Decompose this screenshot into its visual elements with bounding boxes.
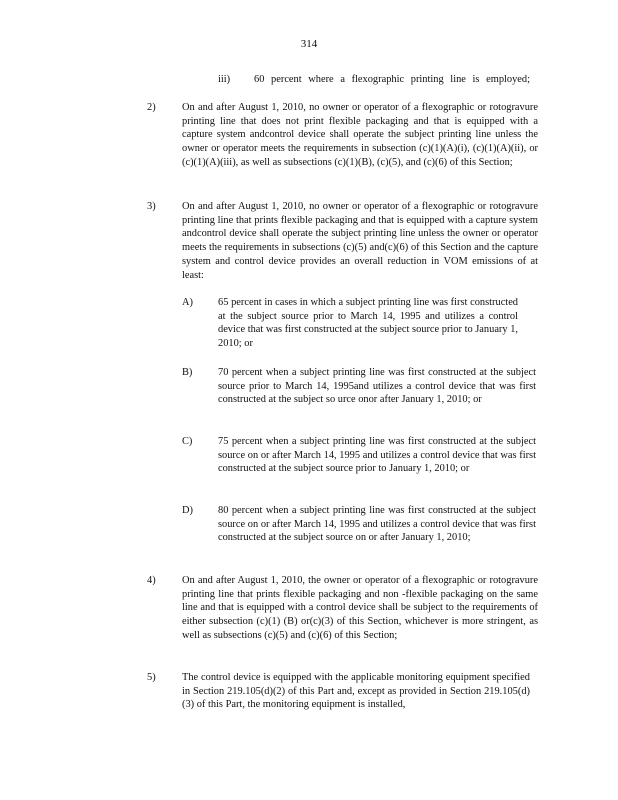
item-2-label: 2): [147, 102, 156, 113]
item-4-text: On and after August 1, 2010, the owner or operator of a flexographic or rotogravure printing line that prints flexible packaging and non -flexible packaging on the same line and that is equipped with a control device shall be subject to the requirements of either subsection (c)(1) (B) or(c)(3) of this Section, whichever is more stringent, as well as subsections (c)(5) and (c)(6) of this Section;: [182, 575, 538, 641]
item-iii-text: 60 percent where a flexographic printing line is employed;: [254, 74, 530, 85]
item-5-label: 5): [147, 672, 156, 683]
item-2-text: On and after August 1, 2010, no owner or operator of a flexographic or rotogravure printing line that does not print flexible packaging and that is equipped with a capture system andcontrol device shall operate the subject printing line unless the owner or operator meets the requirements in subsection (c)(1)(A)(i), (c)(1)(A)(ii), or (c)(1)(A)(iii), as well as subsections (c)(1)(B), (c)(5), and (c)(6) of this Section;: [182, 102, 538, 168]
subitem-c-label: C): [182, 436, 193, 447]
subitem-a-label: A): [182, 297, 193, 308]
subitem-c-text: 75 percent when a subject printing line was first constructed at the subject source on or after March 14, 1995 and utilizes a control device that was first constructed at the subject source prior to January 1, 2010; or: [218, 436, 536, 475]
subitem-b-label: B): [182, 367, 193, 378]
subitem-d-label: D): [182, 505, 193, 516]
item-3-label: 3): [147, 201, 156, 212]
item-iii-label: iii): [218, 74, 231, 85]
item-3-text: On and after August 1, 2010, no owner or operator of a flexographic or rotogravure printing line that prints flexible packaging and that is equipped with a capture system andcontrol device shall operate the subject printing line unless the owner or operator meets the requirements in subsections (c)(5) and(c)(6) of this Section and the capture system and control device provides an overall reduction in VOM emissions of at least:: [182, 201, 538, 281]
subitem-a-text: 65 percent in cases in which a subject printing line was first constructed at the subject source prior to March 14, 1995 and utilizes a control device that was first constructed at the subject source prior to January 1, 2010; or: [218, 297, 518, 350]
subitem-b-text: 70 percent when a subject printing line was first constructed at the subject source prior to March 14, 1995and utilizes a control device that was first constructed at the subject so urce onor after January 1, 2010; or: [218, 367, 536, 406]
item-4-label: 4): [147, 575, 156, 586]
subitem-d-text: 80 percent when a subject printing line was first constructed at the subject source on or after March 14, 1995 and utilizes a control device that was first constructed at the subject source on or after January 1, 2010;: [218, 505, 536, 544]
item-5-text: The control device is equipped with the applicable monitoring equipment specified in Section 219.105(d)(2) of this Part and, except as provided in Section 219.105(d)(3) of this Part, the monitoring equipment is installed,: [182, 672, 530, 711]
page-number: 314: [300, 38, 318, 50]
